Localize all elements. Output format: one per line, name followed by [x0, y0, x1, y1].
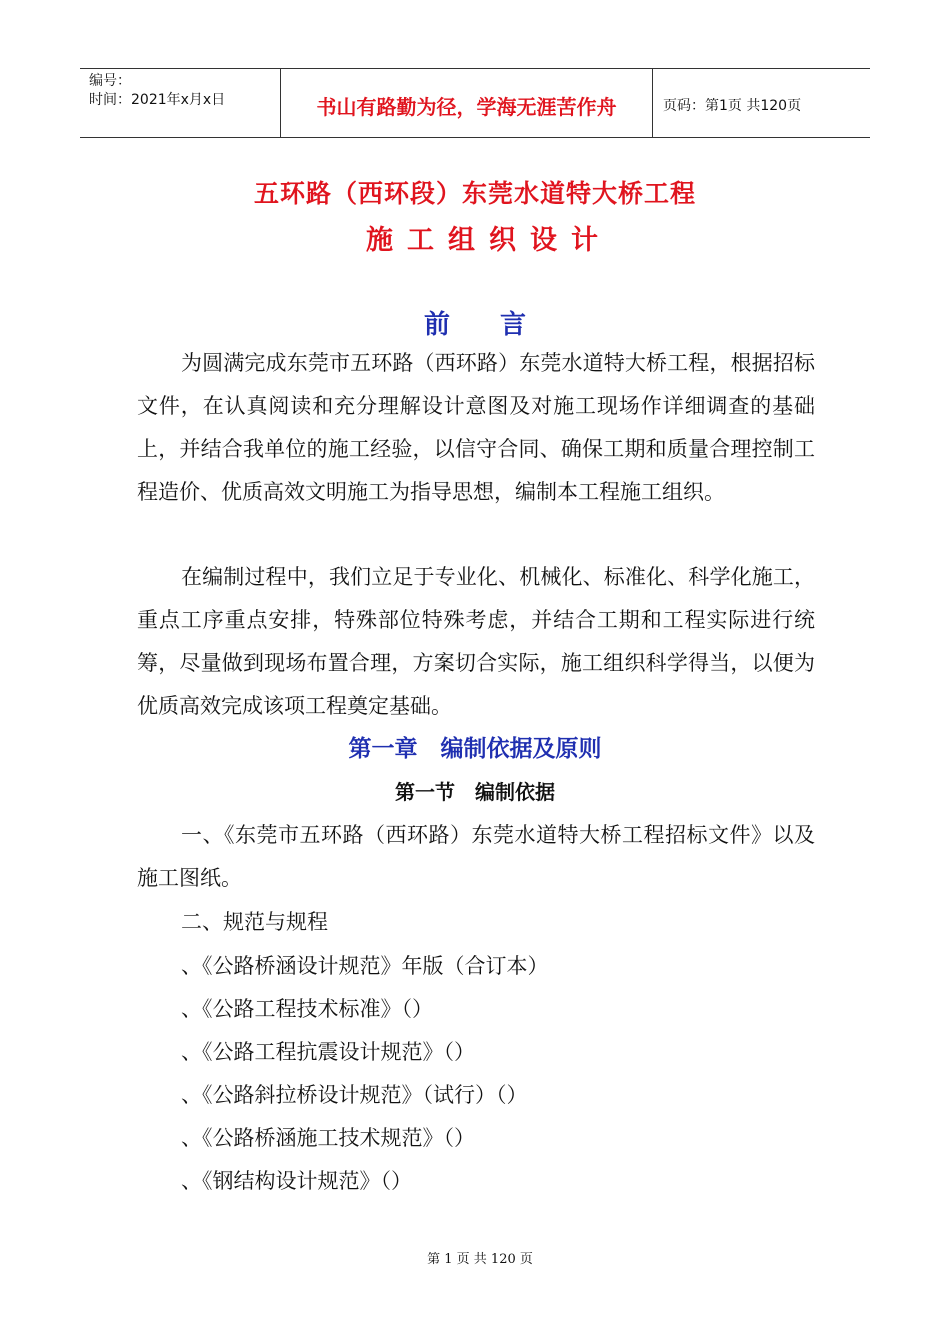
- header-meta: [80, 69, 281, 137]
- spec-list-item: 、《公路斜拉桥设计规范》（试行）（）: [181, 1083, 528, 1107]
- page-footer: 第 1 页 共 120 页: [427, 1252, 533, 1267]
- spec-list-item: 、《钢结构设计规范》（）: [181, 1169, 412, 1193]
- time-label: 时间：2021年x月x日: [89, 92, 226, 108]
- header-motto: 书山有路勤为径，学海无涯苦作舟: [281, 69, 653, 137]
- preface-paragraph: 在编制过程中，我们立足于专业化、机械化、标准化、科学化施工，重点工序重点安排，特殊部位特殊考虑，并结合工期和工程实际进行统筹，尽量做到现场布置合理，方案切合实际，施工组织科学得当，以便为优质高效完成该项工程奠定基础。: [137, 565, 815, 718]
- spec-list-item: 、《公路桥涵施工技术规范》（）: [181, 1126, 475, 1150]
- preface-paragraph: 为圆满完成东莞市五环路（西环路）东莞水道特大桥工程，根据招标文件，在认真阅读和充分理解设计意图及对施工现场作详细调查的基础上，并结合我单位的施工经验，以信守合同、确保工期和质量合理控制工程造价、优质高效文明施工为指导思想，编制本工程施工组织。: [137, 351, 815, 504]
- document-title: 五环路（西环段）东莞水道特大桥工程: [253, 179, 696, 208]
- basis-item: 一、《东莞市五环路（西环路）东莞水道特大桥工程招标文件》以及施工图纸。: [137, 823, 815, 890]
- header-page-info: 页码：第1页 共120页: [663, 98, 802, 114]
- preface-heading: 前言: [423, 310, 576, 340]
- document-header: [80, 68, 870, 138]
- document-subtitle: 施工组织设计: [366, 225, 612, 256]
- chapter-heading: 第一章 编制依据及原则: [348, 735, 602, 762]
- number-label: 编号：: [89, 73, 131, 89]
- spec-list-item: 、《公路工程抗震设计规范》（）: [181, 1040, 475, 1064]
- section-heading: 第一节 编制依据: [395, 780, 555, 804]
- basis-item: 二、规范与规程: [181, 910, 328, 934]
- spec-list-item: 、《公路工程技术标准》（）: [181, 997, 433, 1021]
- spec-list-item: 、《公路桥涵设计规范》年版（合订本）: [181, 954, 549, 978]
